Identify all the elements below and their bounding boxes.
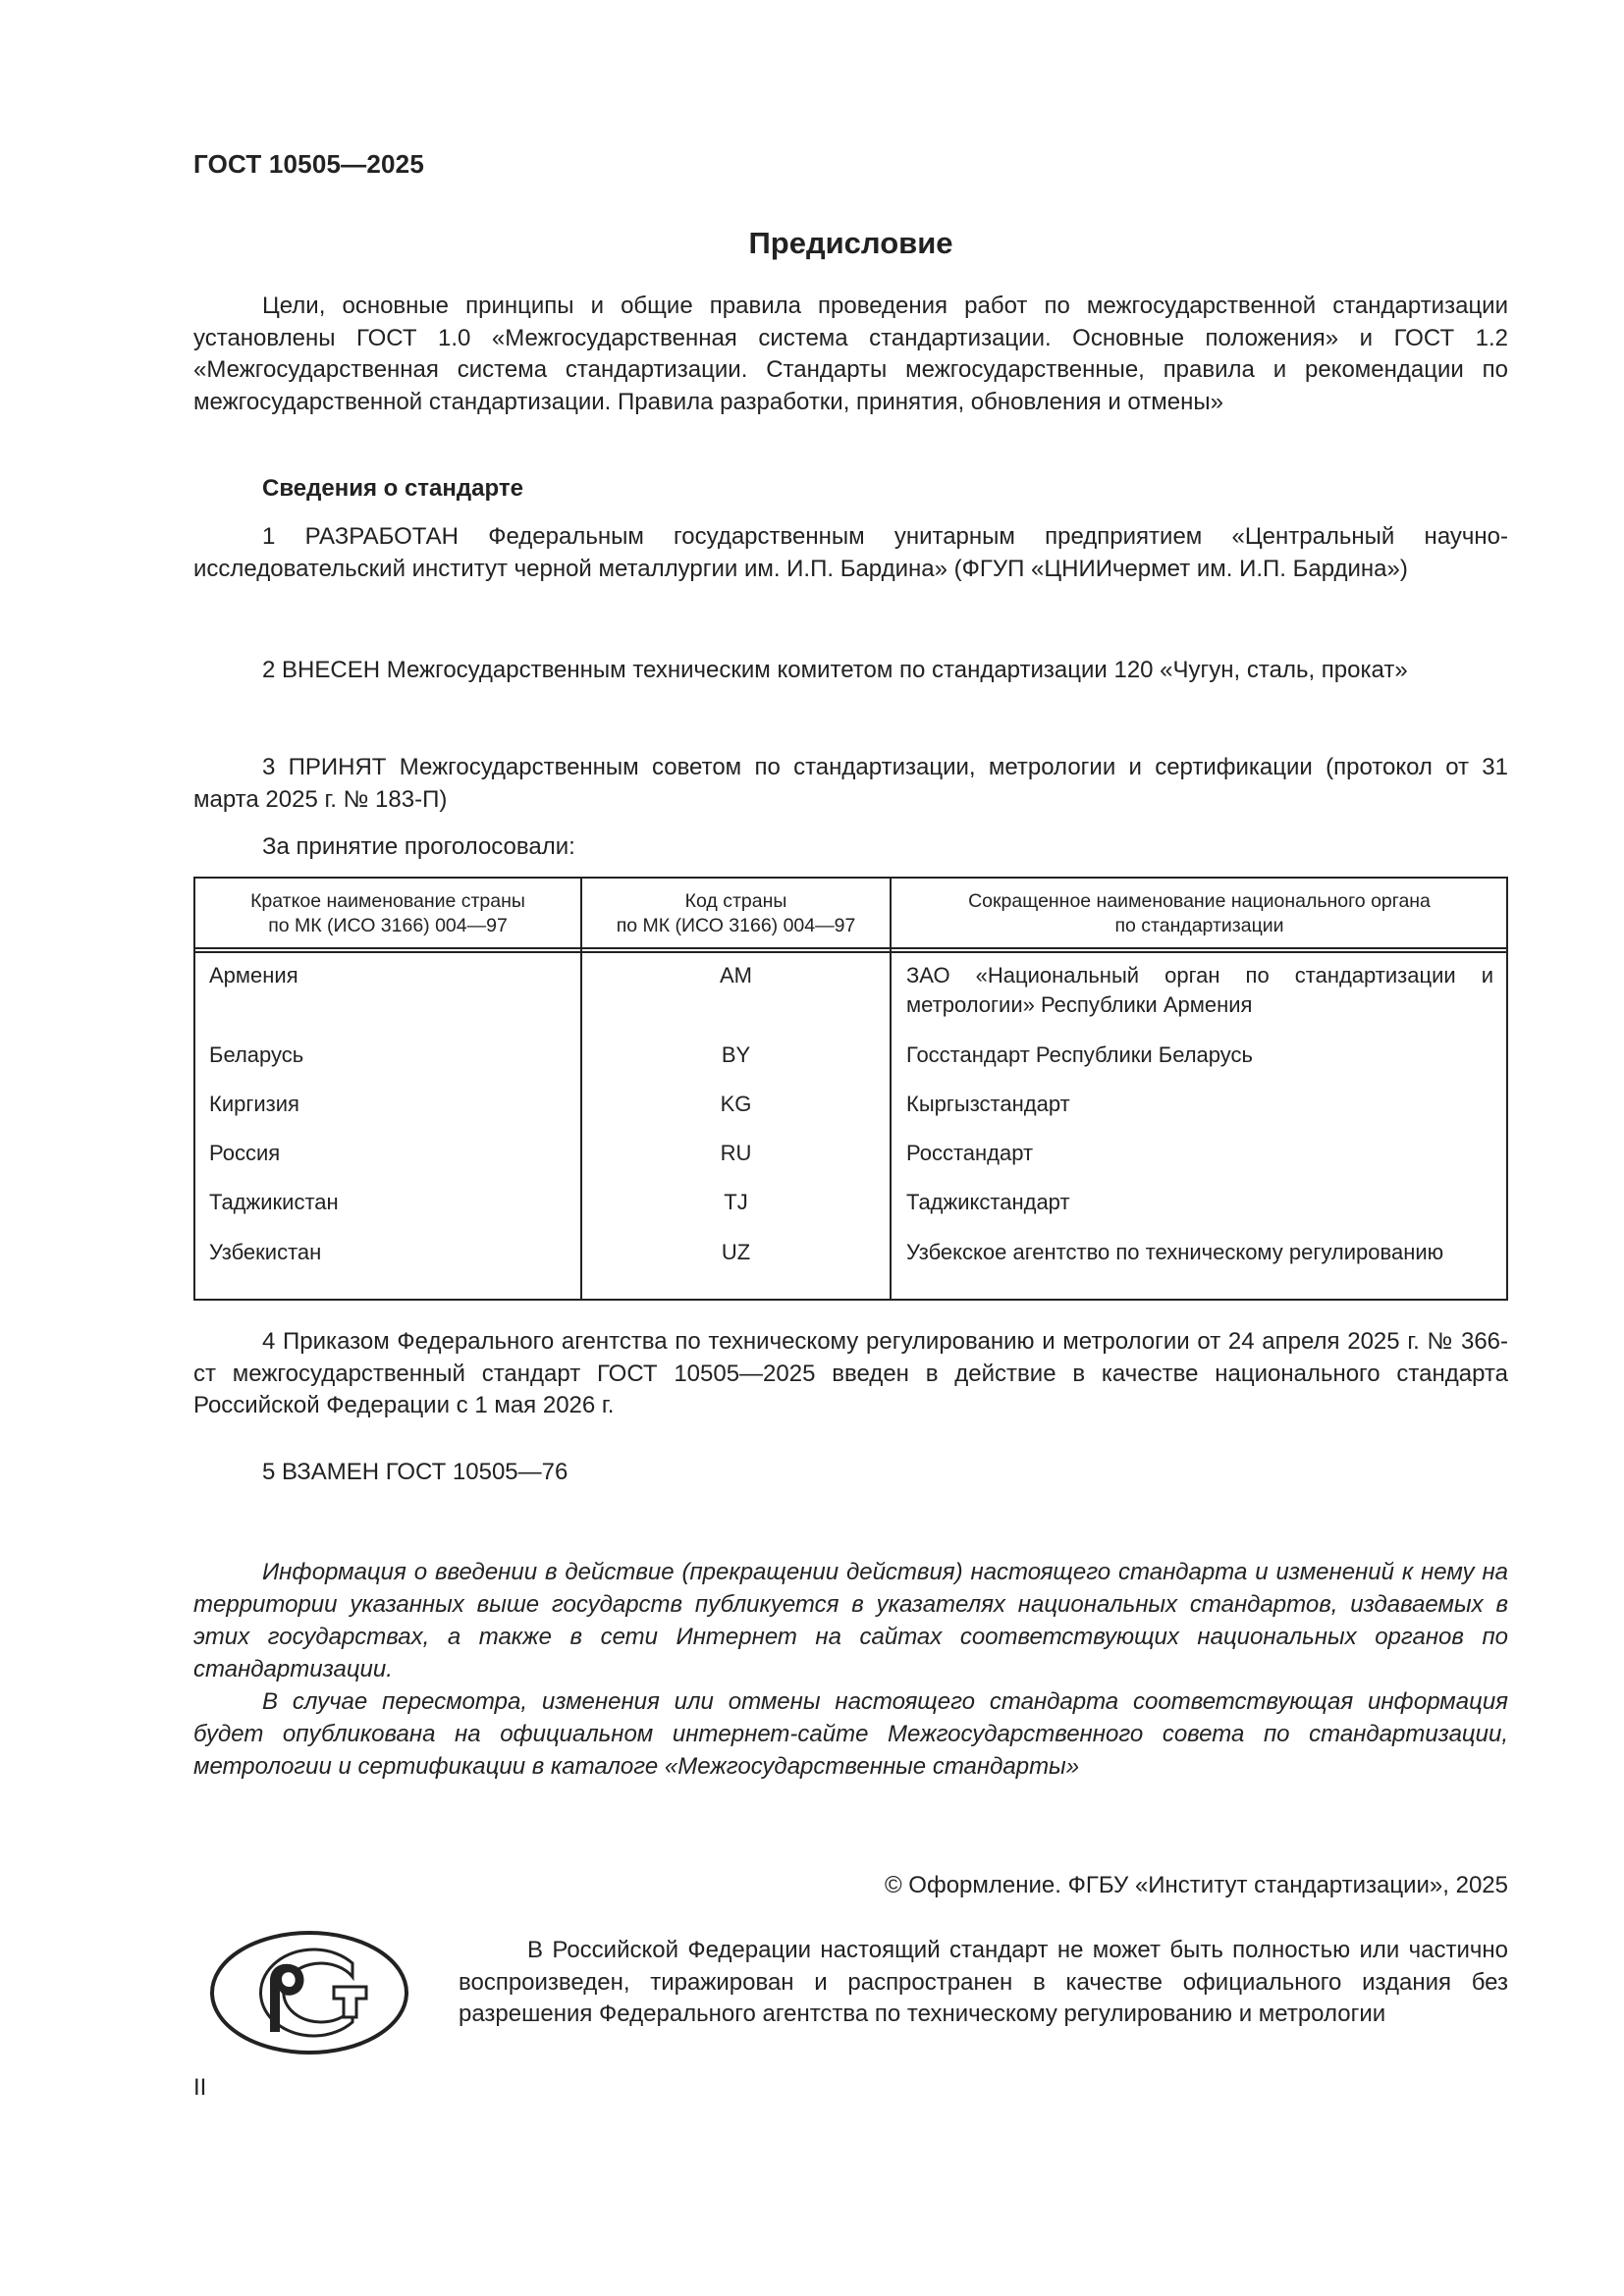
copyright-line: © Оформление. ФГБУ «Институт стандартизации», 2025 bbox=[884, 1872, 1508, 1898]
cell-body: Госстандарт Республики Беларусь bbox=[906, 1042, 1253, 1067]
header-country-line: Краткое наименование страны bbox=[250, 890, 525, 912]
header-country-line: по МК (ИСО 3166) 004—97 bbox=[268, 915, 508, 936]
header-body bbox=[892, 889, 1507, 938]
info-item-enacted: 4 Приказом Федерального агентства по техническому регулированию и метрологии от 24 апреля 2025 г. № 366-ст межгосударственный стандарт ГОСТ 10505—2025 введен в действие в качестве национального стандарта Российской Федерации с 1 мая 2026 г. bbox=[193, 1328, 1508, 1418]
cell-code: RU bbox=[720, 1141, 752, 1165]
cell-body: Таджикстандарт bbox=[906, 1190, 1070, 1214]
header-code bbox=[582, 889, 890, 938]
reproduction-notice: В Российской Федерации настоящий стандарт не может быть полностью или частично воспроизведен, тиражирован и распространен в качестве официального издания без разрешения Федерального агентства по техническому регулированию и метрологии bbox=[459, 1937, 1508, 2027]
header-body-line: Сокращенное наименование национального органа bbox=[968, 890, 1431, 912]
cell-code: UZ bbox=[721, 1240, 751, 1264]
page-number: II bbox=[193, 2074, 207, 2101]
note-revision-info: В случае пересмотра, изменения или отмены настоящего стандарта соответствующая информация будет опубликована на официальном интернет-сайте Межгосударственного совета по стандартизации, метрологии и сертификации в каталоге «Межгосударственные стандарты» bbox=[193, 1688, 1508, 1780]
cell-country: Россия bbox=[209, 1141, 281, 1165]
votes-table bbox=[193, 877, 1508, 1301]
cell-code: TJ bbox=[724, 1190, 748, 1214]
cell-body: Кыргызстандарт bbox=[906, 1092, 1070, 1116]
cell-code: KG bbox=[720, 1092, 752, 1116]
cell-body: Росстандарт bbox=[906, 1141, 1034, 1165]
cell-country: Киргизия bbox=[209, 1092, 299, 1116]
header-code-line: по МК (ИСО 3166) 004—97 bbox=[616, 915, 856, 936]
info-item-submitted: 2 ВНЕСЕН Межгосударственным техническим комитетом по стандартизации 120 «Чугун, сталь, прокат» bbox=[262, 657, 1408, 683]
info-item-replaces: 5 ВЗАМЕН ГОСТ 10505—76 bbox=[262, 1459, 568, 1485]
header-code-line: Код страны bbox=[684, 890, 787, 912]
cell-country: Беларусь bbox=[209, 1042, 304, 1067]
cell-country: Таджикистан bbox=[209, 1190, 339, 1214]
header-country bbox=[195, 889, 580, 938]
column-divider bbox=[890, 879, 892, 1299]
column-divider bbox=[580, 879, 582, 1299]
page-title: Предисловие bbox=[748, 226, 953, 260]
voted-label: За принятие проголосовали: bbox=[262, 833, 575, 860]
cell-body: Узбекское агентство по техническому регулированию bbox=[906, 1240, 1444, 1264]
document-code: ГОСТ 10505—2025 bbox=[193, 149, 424, 179]
cell-code: AM bbox=[720, 963, 752, 988]
cell-country: Узбекистан bbox=[209, 1240, 322, 1264]
header-body-line: по стандартизации bbox=[1114, 915, 1284, 936]
cell-body: ЗАО «Национальный орган по стандартизации и метрологии» Республики Армения bbox=[906, 963, 1493, 1017]
note-publication-info: Информация о введении в действие (прекращении действия) настоящего стандарта и изменений к нему на территории указанных выше государств публикуется в указателях национальных стандартов, издаваемых в этих государствах, а также в сети Интернет на сайтах соответствующих национальных органов по стандартизации. bbox=[193, 1559, 1508, 1682]
cell-country: Армения bbox=[209, 963, 298, 988]
cell-code: BY bbox=[721, 1042, 751, 1067]
info-item-developed: 1 РАЗРАБОТАН Федеральным государственным унитарным предприятием «Центральный научно-исследовательский институт черной металлургии им. И.П. Бардина» (ФГУП «ЦНИИчермет им. И.П. Бардина») bbox=[193, 523, 1508, 582]
section-heading-standard-info: Сведения о стандарте bbox=[262, 475, 523, 502]
info-item-adopted: 3 ПРИНЯТ Межгосударственным советом по стандартизации, метрологии и сертификации (протокол от 31 марта 2025 г. № 183-П) bbox=[193, 754, 1508, 813]
preface-intro: Цели, основные принципы и общие правила проведения работ по межгосударственной стандартизации установлены ГОСТ 1.0 «Межгосударственная система стандартизации. Основные положения» и ГОСТ 1.2 «Межгосударственная система стандартизации. Стандарты межгосударственные, правила и рекомендации по межгосударственной стандартизации. Правила разработки, принятия, обновления и отмены» bbox=[193, 293, 1508, 415]
gost-r-logo-icon bbox=[209, 1930, 409, 2056]
